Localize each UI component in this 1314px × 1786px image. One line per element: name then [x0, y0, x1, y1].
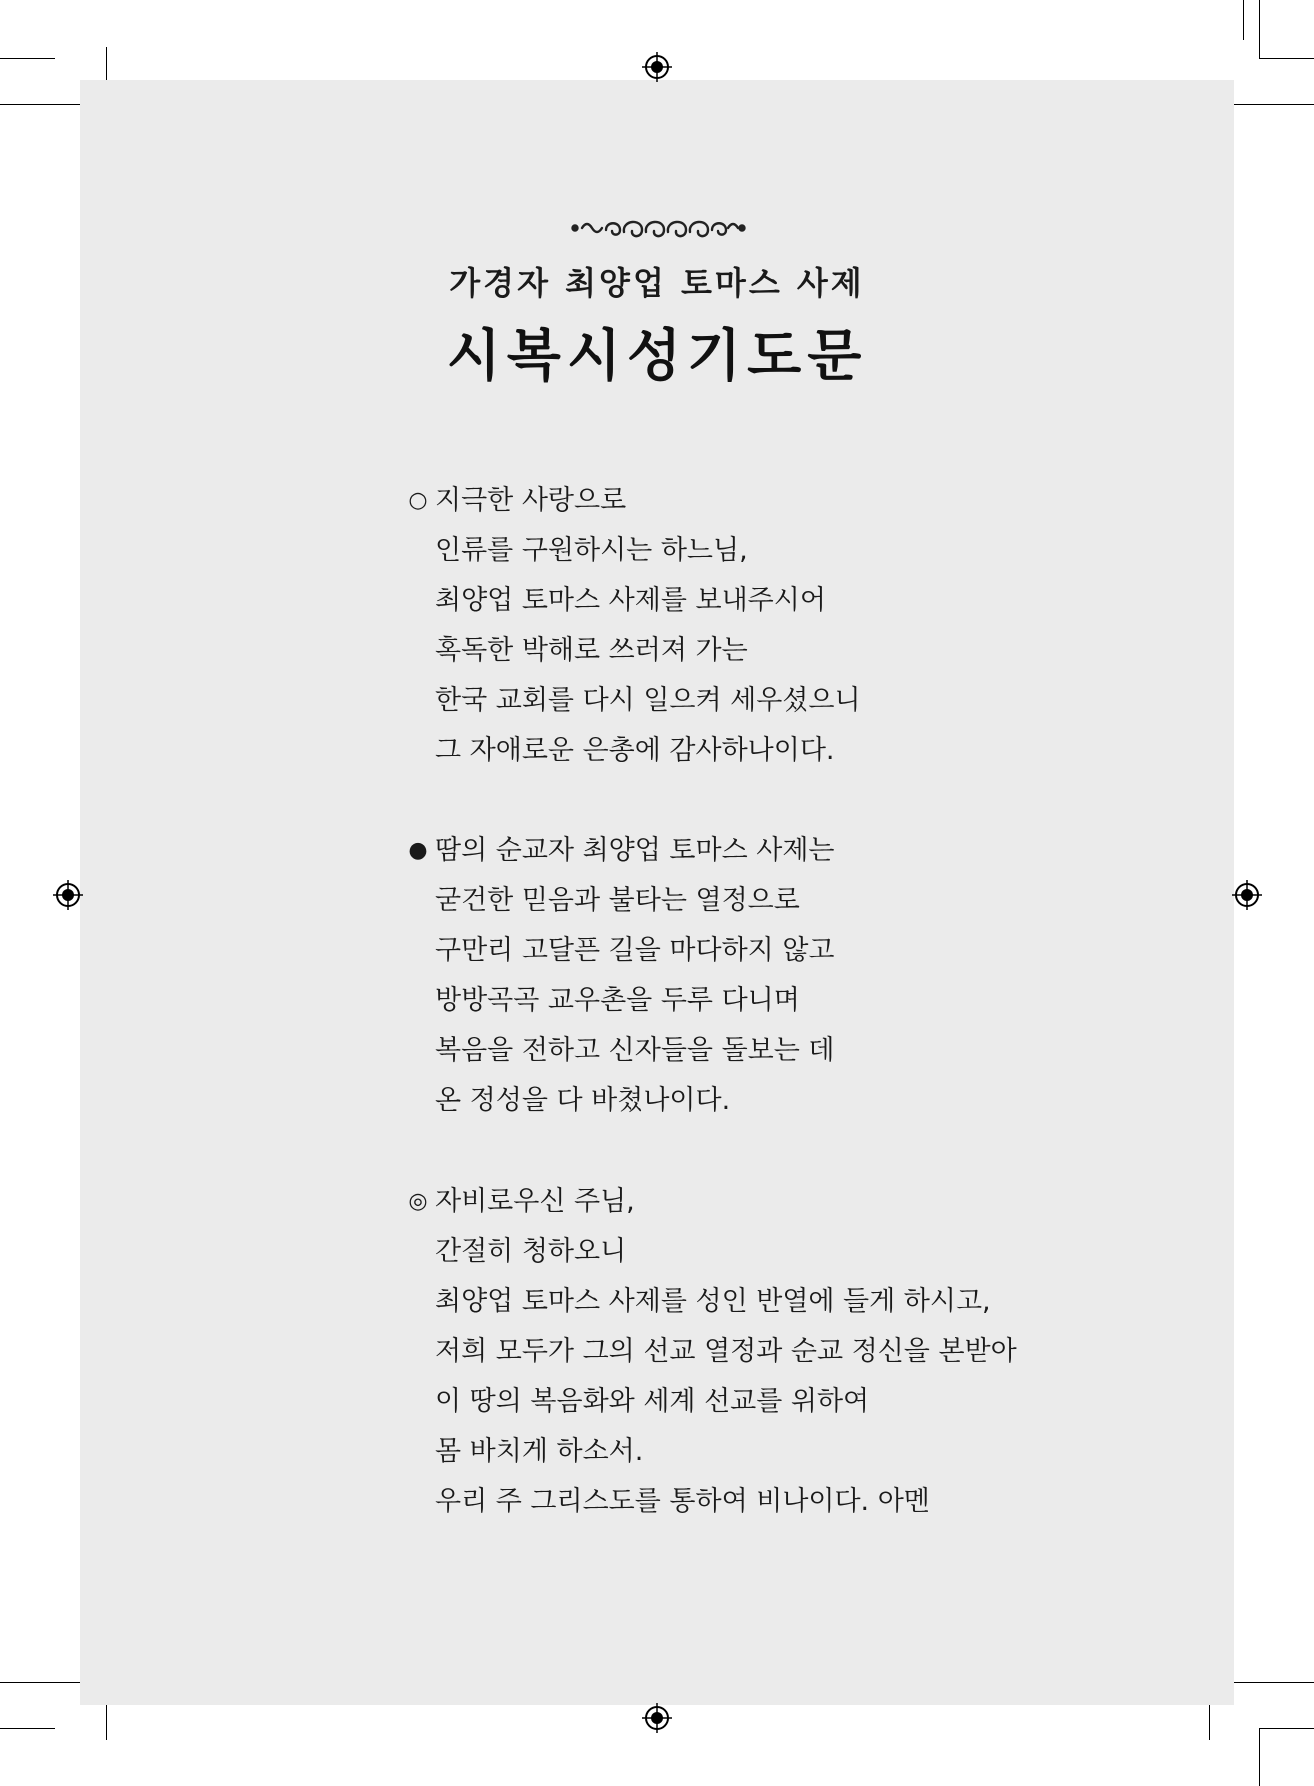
prayer-line	[405, 526, 861, 576]
prayer-line	[405, 1026, 834, 1076]
crop-mark	[0, 1728, 55, 1729]
prayer-line-text: 온 정성을 다 바쳤나이다.	[435, 1085, 731, 1116]
page-subtitle: 가경자 최양업 토마스 사제	[449, 264, 865, 302]
crop-mark	[1209, 1700, 1210, 1740]
prayer-line	[405, 476, 861, 526]
prayer-line	[405, 726, 861, 776]
prayer-line-text: 최양업 토마스 사제를 성인 반열에 들게 하시고,	[435, 1286, 991, 1317]
registration-mark-icon	[642, 1703, 672, 1733]
prayer-line	[405, 1477, 1017, 1527]
prayer-line	[405, 1277, 1017, 1327]
prayer-line	[405, 926, 834, 976]
prayer-line-text: 이 땅의 복음화와 세계 선교를 위하여	[435, 1386, 870, 1417]
crop-mark	[0, 58, 55, 59]
prayer-stanza	[405, 1177, 1017, 1527]
prayer-line-text: 저희 모두가 그의 선교 열정과 순교 정신을 본받아	[435, 1336, 1017, 1367]
prayer-line	[405, 976, 834, 1026]
crop-mark	[1259, 0, 1260, 58]
prayer-line	[405, 826, 834, 876]
prayer-line-text: 지극한 사랑으로	[435, 485, 627, 516]
crop-mark	[1243, 0, 1244, 40]
crop-mark	[1259, 58, 1314, 59]
registration-mark-icon	[642, 52, 672, 82]
prayer-line	[405, 1377, 1017, 1427]
page-title: 시복시성기도문	[446, 324, 868, 389]
prayer-line-text: 굳건한 믿음과 불타는 열정으로	[435, 885, 800, 916]
prayer-line-text: 몸 바치게 하소서.	[435, 1436, 644, 1467]
prayer-line	[405, 876, 834, 926]
prayer-line	[405, 1227, 1017, 1277]
prayer-line-text: 그 자애로운 은총에 감사하나이다.	[435, 735, 835, 766]
crop-mark	[0, 104, 88, 105]
crop-mark	[106, 1700, 107, 1740]
prayer-line-text: 간절히 청하오니	[435, 1236, 627, 1267]
prayer-line	[405, 626, 861, 676]
prayer-line-text: 최양업 토마스 사제를 보내주시어	[435, 585, 826, 616]
crop-mark	[1227, 104, 1314, 105]
crop-mark	[0, 1682, 88, 1683]
prayer-stanza	[405, 826, 834, 1126]
prayer-line	[405, 576, 861, 626]
prayer-line	[405, 1427, 1017, 1477]
stanza-marker: ◎	[408, 1189, 428, 1214]
prayer-line	[405, 1076, 834, 1126]
crop-mark	[1259, 1728, 1314, 1729]
crop-mark	[1259, 1728, 1260, 1786]
prayer-line-text: 혹독한 박해로 쓰러져 가는	[435, 635, 748, 666]
registration-mark-icon	[1232, 880, 1262, 910]
prayer-line	[405, 676, 861, 726]
prayer-line-text: 방방곡곡 교우촌을 두루 다니며	[435, 985, 800, 1016]
scroll-ornament-icon	[570, 210, 746, 246]
prayer-line-text: 자비로우신 주님,	[435, 1186, 635, 1217]
prayer-line	[405, 1327, 1017, 1377]
crop-mark	[1227, 1682, 1314, 1683]
stanza-marker: ○	[408, 488, 428, 513]
prayer-line-text: 우리 주 그리스도를 통하여 비나이다. 아멘	[435, 1486, 930, 1517]
prayer-stanza	[405, 476, 861, 776]
registration-mark-icon	[53, 880, 83, 910]
prayer-line-text: 땀의 순교자 최양업 토마스 사제는	[435, 835, 835, 866]
stanza-marker: ●	[408, 838, 428, 863]
prayer-line-text: 복음을 전하고 신자들을 돌보는 데	[435, 1035, 835, 1066]
prayer-line-text: 구만리 고달픈 길을 마다하지 않고	[435, 935, 835, 966]
prayer-line-text: 인류를 구원하시는 하느님,	[435, 535, 748, 566]
prayer-line	[405, 1177, 1017, 1227]
prayer-line-text: 한국 교회를 다시 일으켜 세우셨으니	[435, 685, 861, 716]
